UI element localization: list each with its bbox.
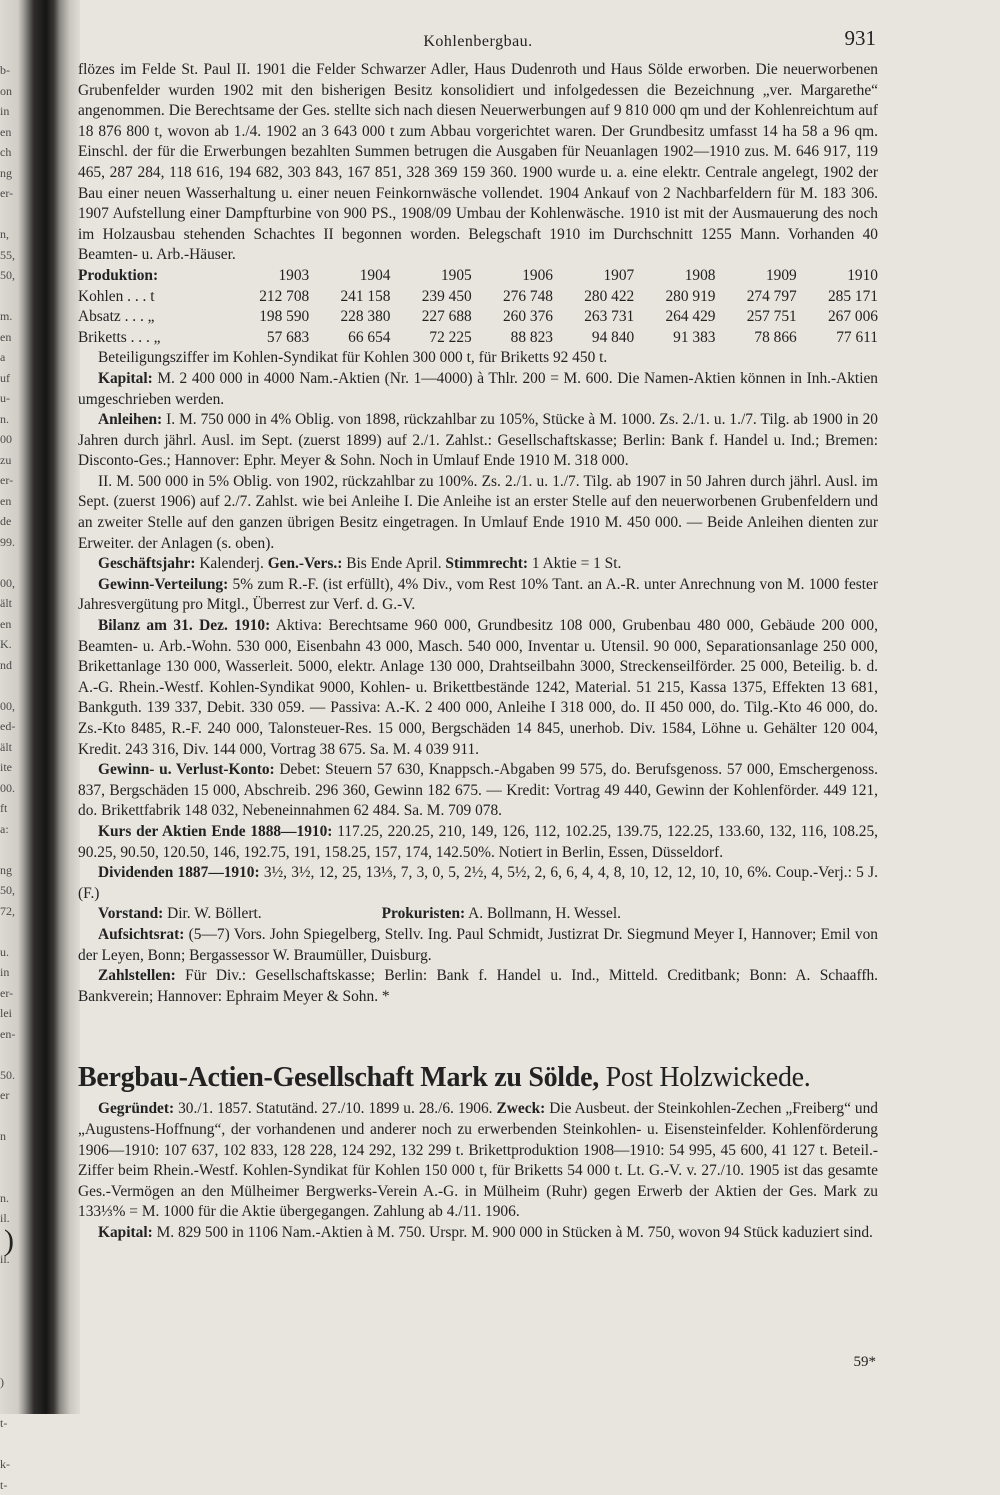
value-cell: 88 823 [472,328,553,349]
margin-fragment: en- [0,1024,22,1045]
margin-fragment: en [0,122,22,143]
margin-fragment [0,839,22,860]
capital-label-2: Kapital: [98,1224,153,1241]
margin-fragment [0,675,22,696]
facing-page-bracket: ) [4,1224,14,1258]
margin-fragment: en [0,614,22,635]
value-cell: 78 866 [716,328,797,349]
margin-fragment: 00 [0,429,22,450]
value-cell: 227 688 [391,307,472,328]
value-cell: 274 797 [716,287,797,308]
margin-fragment: a [0,347,22,368]
row-label: Kohlen . . . t [78,287,228,308]
margin-fragment: on [0,81,22,102]
margin-fragment: zu [0,450,22,471]
founded-label: Gegründet: [98,1100,174,1117]
company-heading [78,1061,878,1095]
table-row [78,307,878,328]
margin-fragment: K. [0,634,22,655]
value-cell: 94 840 [553,328,634,349]
margin-fragment [0,1044,22,1065]
running-header [78,26,878,60]
margin-fragment: m. [0,306,22,327]
share-price-paragraph [78,822,878,863]
margin-fragment: 00, [0,696,22,717]
margin-fragment: 72, [0,901,22,922]
year-cell: 1905 [391,266,472,287]
margin-fragment [0,286,22,307]
margin-fragment [0,1393,22,1414]
margin-fragment: in [0,101,22,122]
value-cell: 257 751 [716,307,797,328]
board-line [78,904,878,925]
dividends-paragraph [78,863,878,904]
board-text: Dir. W. Böllert. [163,905,261,922]
margin-fragment: u. [0,942,22,963]
margin-fragment: ed- [0,716,22,737]
history-paragraph: flözes im Felde St. Paul II. 1901 die Felder Schwarzer Adler, Haus Dudenroth und Haus Sölde erworben. Die neuerworbenen Grubenfelder wurden 1902 mit den bisherigen Besitz konsolidiert und infolgedessen die Bezeichnung „ver. Margarethe“ angenommen. Die Berechtsame der Ges. stellte sich nach diesen Neuerwerbungen auf 9 810 000 qm und der Kohlenreichtum auf 18 876 800 t, wovon ab 1./4. 1902 an 3 643 000 t zum Abbau vorgerichtet waren. Der Grundbesitz umfasst 14 ha 58 a 96 qm. Einschl. der für die Erwerbungen bezahlten Summen betrugen die Ausgaben für Neuanlagen 1902—1910 zus. M. 646 917, 119 465, 287 284, 118 616, 194 682, 303 843, 167 851, 328 369 159 360. 1900 wurde u. a. eine elektr. Centrale angelegt, 1902 der Bau einer neuen Wasserhaltung u. einer neuen Feinkornwäsche vollendet. 1904 Ankauf von 2 Nachbarfeldern für M. 183 306. 1907 Aufstellung einer Dampfturbine von 900 PS., 1908/09 Umbau der Kohlenwäsche. 1910 ist mit der Ausmauerung des noch im Holzausbau stehenden Schachtes II begonnen worden. Belegschaft 1910 im Durchschnitt 1255 Mann. Vorhanden 40 Beamten- u. Arb.-Häuser. [78,60,878,266]
general-meeting-text: Bis Ende April. [342,555,445,572]
margin-fragment: n. [0,1188,22,1209]
value-cell: 285 171 [797,287,878,308]
margin-fragment: de [0,511,22,532]
margin-fragment: 50, [0,265,22,286]
margin-fragment: uf [0,368,22,389]
fiscal-year-text: Kalenderj. [195,555,267,572]
value-cell: 260 376 [472,307,553,328]
margin-fragment: u- [0,388,22,409]
row-label: Absatz . . . „ [78,307,228,328]
procurators-text: A. Bollmann, H. Wessel. [465,905,621,922]
production-label: Produktion: [78,266,228,287]
value-cell: 267 006 [797,307,878,328]
margin-fragment: 50, [0,880,22,901]
year-cell: 1910 [797,266,878,287]
year-cell: 1908 [634,266,715,287]
margin-fragment [0,1270,22,1291]
value-cell: 263 731 [553,307,634,328]
bonds-text: I. M. 750 000 in 4% Oblig. von 1898, rückzahlbar zu 105%, Stücke à M. 1000. Zs. 2./1. u. 1./7. Tilg. ab 1900 in 20 Jahren durch jährl. Ausl. im Sept. (zuerst 1899) auf 2./1. Zahlst.: Gesellschaftskasse; Berlin: Bank f. Handel u. Ind.; Bremen: Disconto-Ges.; Hannover: Ephr. Meyer & Sohn. Noch in Umlauf Ende 1910 M. 318 000. [78,411,878,469]
margin-fragment: ält [0,593,22,614]
year-cell: 1904 [309,266,390,287]
balance-sheet-paragraph [78,616,878,760]
value-cell: 198 590 [228,307,309,328]
margin-fragment [0,204,22,225]
row-label: Briketts . . . „ [78,328,228,349]
paying-agents-text: Für Div.: Gesellschaftskasse; Berlin: Bank f. Handel u. Ind., Mitteld. Creditbank; Bonn: A. Schaaffh. Bankverein; Hannover: Ephraim Meyer & Sohn. * [78,967,878,1005]
margin-fragment [0,1147,22,1168]
profit-loss-paragraph [78,760,878,822]
balance-sheet-label: Bilanz am 31. Dez. 1910: [98,617,270,634]
margin-fragment: nd [0,655,22,676]
value-cell: 280 919 [634,287,715,308]
facing-page-margin-fragments [0,60,22,1495]
value-cell: 66 654 [309,328,390,349]
value-cell: 276 748 [472,287,553,308]
company-post: Post Holzwickede. [599,1062,811,1093]
margin-fragment: 00, [0,573,22,594]
capital-label: Kapital: [98,370,153,387]
margin-fragment: 50. [0,1065,22,1086]
bonds-paragraph [78,410,878,472]
fiscal-year-label: Geschäftsjahr: [98,555,195,572]
capital-text-2: M. 829 500 in 1106 Nam.-Aktien à M. 750. Urspr. M. 900 000 in Stücken à M. 750, wovon 94 Stück kaduziert sind. [153,1224,873,1241]
page-content [78,26,878,1243]
page-number: 931 [845,28,877,49]
margin-fragment: b- [0,60,22,81]
margin-fragment: er- [0,470,22,491]
purpose-label: Zweck: [497,1100,546,1117]
value-cell: 239 450 [391,287,472,308]
margin-fragment: en [0,491,22,512]
margin-fragment: en [0,327,22,348]
margin-fragment: ält [0,737,22,758]
margin-fragment: t- [0,1413,22,1434]
dividends-label: Dividenden 1887—1910: [98,864,260,881]
value-cell: 72 225 [391,328,472,349]
margin-fragment: a: [0,819,22,840]
voting-right-label: Stimmrecht: [445,555,528,572]
table-row [78,287,878,308]
value-cell: 241 158 [309,287,390,308]
margin-fragment: er- [0,183,22,204]
margin-fragment: lei [0,1003,22,1024]
participation-quota: Beteiligungsziffer im Kohlen-Syndikat für Kohlen 300 000 t, für Briketts 92 450 t. [78,348,878,369]
margin-fragment [0,1290,22,1311]
margin-fragment: er [0,1085,22,1106]
production-header-row [78,266,878,287]
margin-fragment: k- [0,1454,22,1475]
paying-agents-label: Zahlstellen: [98,967,176,984]
margin-fragment: n. [0,409,22,430]
bonds-label: Anleihen: [98,411,162,428]
share-price-text: 117.25, 220.25, 210, 149, 126, 112, 102.25, 139.75, 122.25, 133.60, 132, 116, 108.25, 90.25, 90.50, 120.50, 146, 192.75, 191, 158.25, 157, 174, 142.50%. Notiert in Berlin, Essen, Düsseldorf. [78,823,878,861]
voting-right-text: 1 Aktie = 1 St. [528,555,621,572]
margin-fragment: t- [0,1475,22,1495]
value-cell: 280 422 [553,287,634,308]
supervisory-board-text: (5—7) Vors. John Spiegelberg, Stellv. Ing. Paul Schmidt, Justizrat Dr. Siegmund Meyer I, Hannover; Emil von der Leyen, Bonn; Bergassessor W. Braumüller, Duisburg. [78,926,878,964]
fiscal-year-line [78,554,878,575]
profit-distribution-text: 5% zum R.-F. (ist erfüllt), 4% Div., vom Rest 10% Tant. an A.-R. unter Anrechnung von M. 1000 fester Jahresvergütung pro Mitgl., Überrest zur Verf. d. G.-V. [78,576,878,614]
profit-distribution-label: Gewinn-Verteilung: [98,576,228,593]
margin-fragment: ite [0,757,22,778]
founded-text: 30./1. 1857. Statutänd. 27./10. 1899 u. 28./6. 1906. [174,1100,496,1117]
year-cell: 1903 [228,266,309,287]
table-row [78,328,878,349]
year-cell: 1906 [472,266,553,287]
year-cell: 1907 [553,266,634,287]
margin-fragment: 55, [0,245,22,266]
dividends-text: 3½, 3½, 12, 25, 13⅓, 7, 3, 0, 5, 2½, 4, 5½, 2, 6, 6, 4, 4, 8, 10, 12, 12, 10, 10, 6%. Coup.-Verj.: 5 J. (F.) [78,864,878,902]
margin-fragment: ch [0,142,22,163]
bond-two-paragraph: II. M. 500 000 in 5% Oblig. von 1902, rückzahlbar zu 100%. Zs. 2./1. u. 1./7. Tilg. ab 1907 in 50 Jahren durch jährl. Ausl. im Sept. (zuerst 1906) auf 2./7. Zahlst. wie bei Anleihe I. Die Anleihe ist an erster Stelle auf den neuerworbenen Grubenfeldern und an zweiter Stelle auf den ganzen übrigen Besitz eingetragen. In Umlauf Ende 1910 M. 450 000. — Beide Anleihen dienten zur Erweiter. der Anlagen (s. oben). [78,472,878,554]
profit-loss-text: Debet: Steuern 57 630, Knappsch.-Abgaben 99 575, do. Berufsgenoss. 57 000, Emschergenoss. 837, Bergschäden 15 000, Abschreib. 296 360, Gewinn 182 675. — Kredit: Vortrag 49 440, Gewinn der Kohlenförder. 449 121, do. Brikettfabrik 148 032, Nebeneinnahmen 62 484. Sa. M. 709 078. [78,761,878,819]
value-cell: 228 380 [309,307,390,328]
margin-fragment: in [0,962,22,983]
capital-text: M. 2 400 000 in 4000 Nam.-Aktien (Nr. 1—4000) à Thlr. 200 = M. 600. Die Namen-Aktien können in Inh.-Aktien umgeschrieben werden. [78,370,878,408]
profit-distribution-paragraph [78,575,878,616]
margin-fragment: il. [0,1208,22,1229]
margin-fragment: il. [0,1249,22,1270]
margin-fragment: ft [0,798,22,819]
value-cell: 91 383 [634,328,715,349]
value-cell: 264 429 [634,307,715,328]
general-meeting-label: Gen.-Vers.: [268,555,343,572]
founded-paragraph [78,1099,878,1223]
margin-fragment [0,1106,22,1127]
margin-fragment [0,1352,22,1373]
margin-fragment: 99. [0,532,22,553]
value-cell: 57 683 [228,328,309,349]
supervisory-board-paragraph [78,925,878,966]
margin-fragment: ng [0,860,22,881]
value-cell: 212 708 [228,287,309,308]
year-cell: 1909 [716,266,797,287]
share-price-label: Kurs der Aktien Ende 1888—1910: [98,823,332,840]
margin-fragment [0,1331,22,1352]
capital-paragraph [78,369,878,410]
margin-fragment: ) [0,1372,22,1393]
capital-paragraph-2 [78,1223,878,1244]
margin-fragment [0,552,22,573]
margin-fragment: n [0,1126,22,1147]
margin-fragment [0,1311,22,1332]
board-label: Vorstand: [98,905,163,922]
balance-sheet-text: Aktiva: Berechtsame 960 000, Grundbesitz 108 000, Grubenbau 480 000, Gebäude 200 000, Beamten- u. Arb.-Wohn. 530 000, Eisenbahn 43 000, Masch. 540 000, Inventar u. Utensil. 90 000, Separationsanlage 250 000, Brikettanlage 130 000, Wasserleit. 5000, elektr. Anlage 130 000, Drahtseilbahn 3000, Streckenseilförder. 25 000, Beteilig. b. d. A.-G. Rhein.-Westf. Kohlen-Syndikat 9000, Kohlen- u. Brikettbestände 1242, Material. 51 215, Kassa 1375, Effekten 13 681, Bankguth. 139 337, Debit. 330 059. — Passiva: A.-K. 2 400 000, Anleihe I 318 000, do. II 450 000, do. Tilg.-Kto 46 000, do. Zs.-Kto 8485, R.-F. 240 000, Talonsteuer-Res. 15 000, Bergschäden 14 845, unerhob. Div. 1584, Löhne u. Gehälter 120 004, Kredit. 243 316, Div. 144 000, Vortrag 38 675. Sa. M. 4 039 911. [78,617,878,758]
paying-agents-paragraph [78,966,878,1007]
company-name: Bergbau-Actien-Gesellschaft Mark zu Sölde, [78,1062,599,1093]
procurators-label: Prokuristen: [382,905,466,922]
margin-fragment: ng [0,163,22,184]
signature-mark: 59* [854,1354,877,1371]
margin-fragment [0,921,22,942]
supervisory-board-label: Aufsichtsrat: [98,926,184,943]
margin-fragment [0,1434,22,1455]
purpose-text: Die Ausbeut. der Steinkohlen-Zechen „Freiberg“ und „Augustens-Hoffnung“, der vorhandenen und anderer noch zu erwerbenden Steinkohlen- u. Eisensteinfelder. Kohlenförderung 1906—1910: 107 637, 102 833, 128 228, 124 292, 132 299 t. Brikettproduktion 1908—1910: 54 995, 45 600, 41 127 t. Beteil.-Ziffer beim Rhein.-Westf. Kohlen-Syndikat für Kohlen 150 000 t, für Briketts 54 000 t. Lt. G.-V. v. 27./10. 1905 ist das gesamte Ges.-Vermögen an den Mülheimer Bergwerks-Verein A.-G. in Mülheim (Ruhr) gegen Erwerb der Aktien der Ges. Mark zu 133⅓% = M. 1000 für die Aktie übergegangen. Zahlung ab 4./11. 1906. [78,1100,878,1220]
margin-fragment: 00. [0,778,22,799]
running-title: Kohlenbergbau. [78,32,878,53]
profit-loss-label: Gewinn- u. Verlust-Konto: [98,761,275,778]
margin-fragment: er- [0,983,22,1004]
value-cell: 77 611 [797,328,878,349]
production-table [78,266,878,348]
margin-fragment: n, [0,224,22,245]
margin-fragment [0,1167,22,1188]
